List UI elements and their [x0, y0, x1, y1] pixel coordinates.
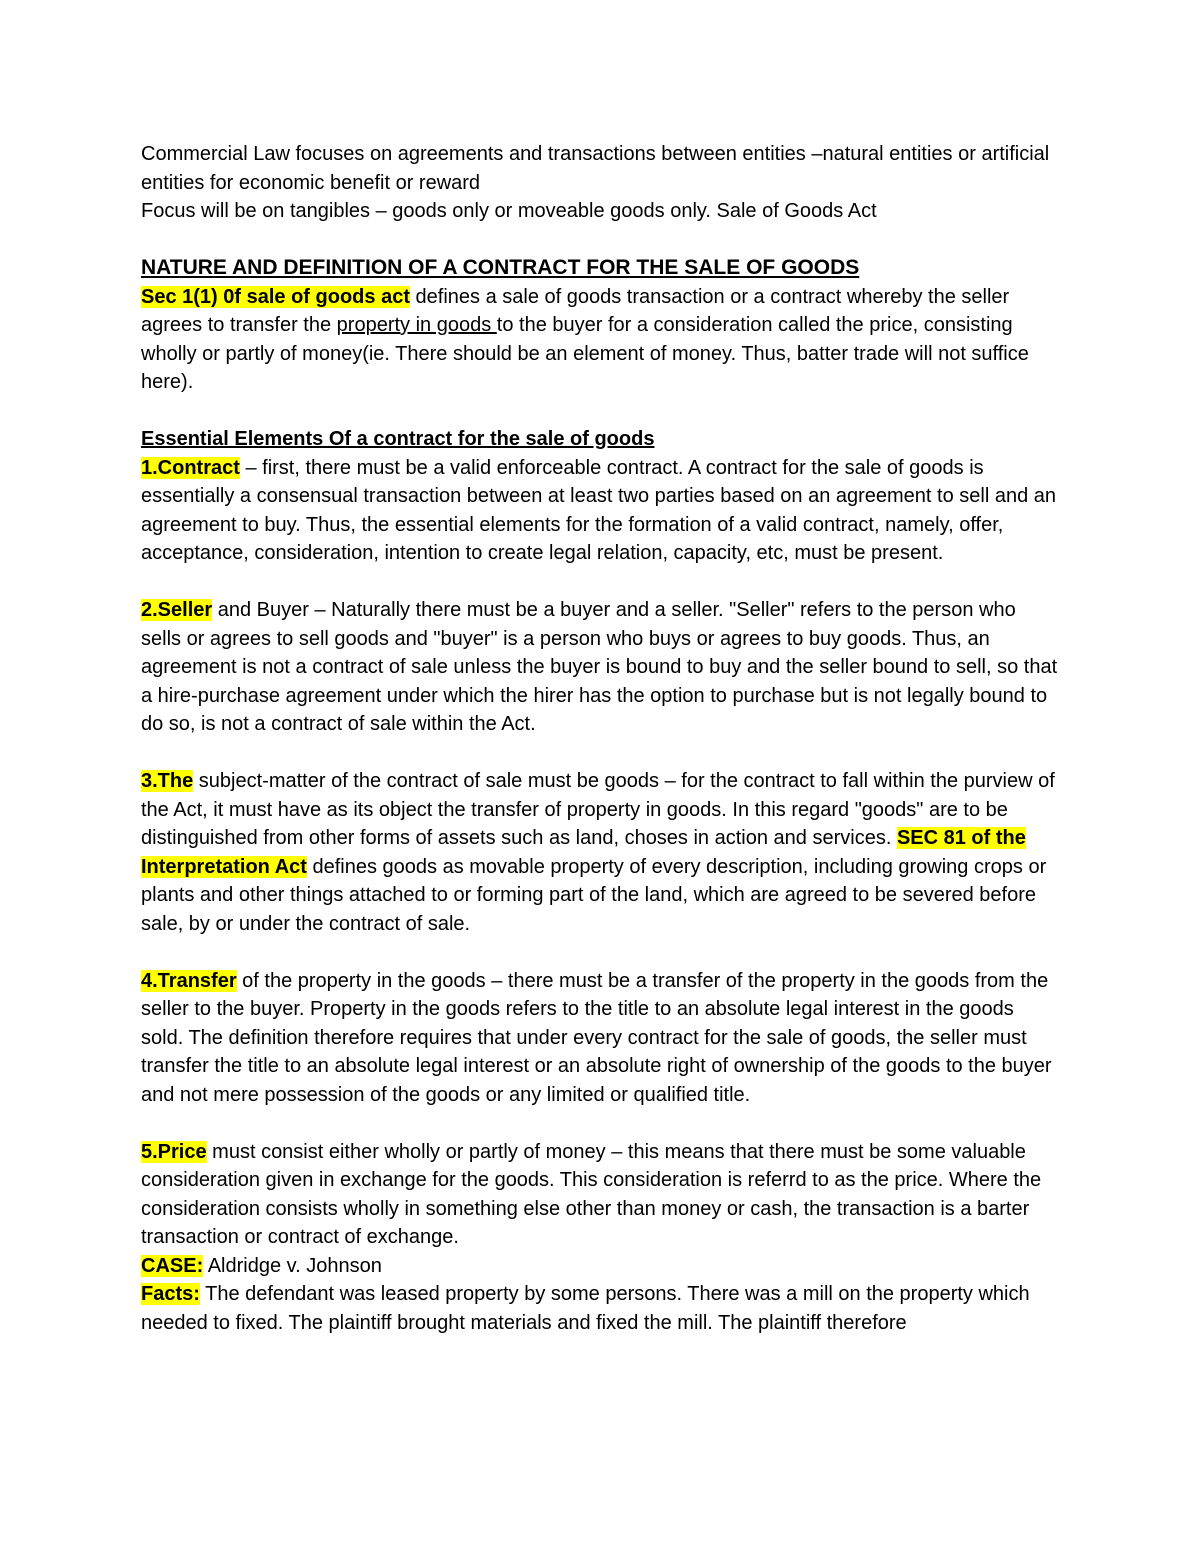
facts-label: Facts: [141, 1283, 200, 1305]
intro-paragraph: Commercial Law focuses on agreements and transactions between entities –natural entities or artificial entities for economic benefit or reward [141, 143, 1050, 194]
element-transfer [141, 967, 1061, 1110]
element-contract [141, 454, 1061, 568]
element-subject-matter-label: 3.The [141, 770, 194, 792]
element-subject-matter [141, 767, 1061, 938]
facts-line [141, 1280, 1061, 1337]
case-label: CASE: [141, 1254, 204, 1277]
intro-focus-line: Focus will be on tangibles – goods only or moveable goods only. Sale of Goods Act [141, 200, 877, 222]
case-line [141, 1252, 1061, 1281]
document-body [141, 140, 1061, 1337]
case-name: Aldridge v. Johnson [203, 1254, 382, 1277]
elements-heading: Essential Elements Of a contract for the sale of goods [141, 428, 655, 450]
spacer [141, 568, 1061, 597]
definition-text-continued: to the buyer for a consideration called the price, consisting wholly or partly of money(ie. There should be an element of money. Thus, batter trade will not suffice here). [141, 314, 1029, 393]
element-price-label: 5.Price [141, 1140, 207, 1163]
element-seller-label: 2.Seller [141, 599, 213, 621]
facts-text: The defendant was leased property by some persons. There was a mill on the property which needed to fixed. The plaintiff brought materials and fixed the mill. The plaintiff therefore [141, 1283, 1030, 1334]
spacer [141, 226, 1061, 255]
element-seller-text: and Buyer – Naturally there must be a buyer and a seller. "Seller" refers to the person who sells or agrees to sell goods and "buyer" is a person who buys or agrees to buy goods. Thus, an agreement is not a contract of sale unless the buyer is bound to buy and the seller bound to sell, so that a hire-purchase agreement under which the hirer has the option to purchase but is not legally bound to do so, is not a contract of sale within the Act. [141, 599, 1058, 735]
element-price [141, 1138, 1061, 1252]
element-contract-text: – first, there must be a valid enforceable contract. A contract for the sale of goods is essentially a consensual transaction between at least two parties based on an agreement to sell and an agreement to buy. Thus, the essential elements for the formation of a valid contract, namely, offer, acceptance, consideration, intention to create legal relation, capacity, etc, must be present. [141, 456, 1057, 564]
definition-paragraph [141, 283, 1061, 397]
spacer [141, 397, 1061, 426]
spacer [141, 938, 1061, 967]
element-transfer-text: of the property in the goods – there must be a transfer of the property in the goods from the seller to the buyer. Property in the goods refers to the title to an absolute legal interest in the goods sold. The definition therefore requires that under every contract for the sale of goods, the seller must transfer the title to an absolute legal interest or an absolute right of ownership of the goods to the buyer and not mere possession of the goods or any limited or qualified title. [141, 969, 1052, 1106]
spacer [141, 1109, 1061, 1138]
element-subject-matter-text: subject-matter of the contract of sale must be goods – for the contract to fall within the purview of the Act, it must have as its object the transfer of property in goods. In this regard "goods" are to be distinguished from other forms of assets such as land, choses in action and services. [141, 770, 1055, 849]
element-price-text: must consist either wholly or partly of money – this means that there must be some valuable consideration given in exchange for the goods. This consideration is referrd to as the price. Where the consideration consists wholly in something else other than money or cash, the transaction is a barter transaction or contract of exchange. [141, 1140, 1042, 1248]
element-contract-label: 1.Contract [141, 456, 240, 479]
element-subject-matter-text-continued: defines goods as movable property of every description, including growing crops or plants and other things attached to or forming part of the land, which are agreed to be severed before sale, by or under the contract of sale. [141, 855, 1047, 935]
property-in-goods-term: property in goods [336, 314, 497, 336]
element-transfer-label: 4.Transfer [141, 969, 237, 992]
interpretation-act-reference: SEC 81 of the Interpretation Act [141, 827, 1026, 878]
spacer [141, 739, 1061, 768]
definition-text: defines a sale of goods transaction or a contract whereby the seller agrees to transfer the [141, 285, 1010, 336]
element-seller [141, 596, 1061, 739]
sale-of-goods-act-reference: Sec 1(1) 0f sale of goods act [141, 285, 410, 308]
section-heading: NATURE AND DEFINITION OF A CONTRACT FOR THE SALE OF GOODS [141, 256, 860, 279]
